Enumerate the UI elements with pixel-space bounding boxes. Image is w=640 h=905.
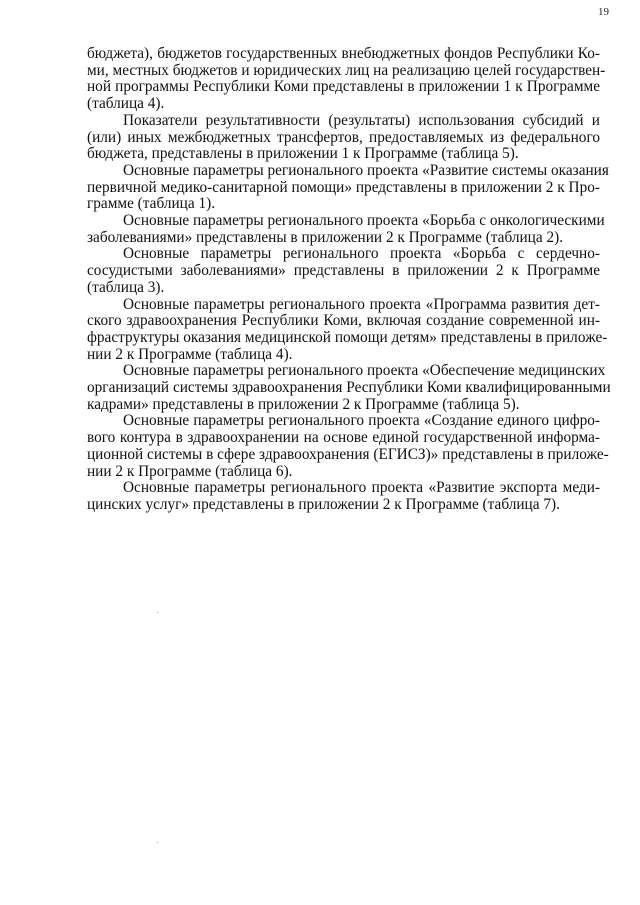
text-line: ского здравоохранения Республики Коми, включая создание современной ин- <box>87 312 600 330</box>
text-line: Основные параметры регионального проекта «Развитие экспорта меди- <box>123 479 600 497</box>
text-line: Основные параметры регионального проекта «Развитие системы оказания <box>123 161 609 179</box>
text-line: (таблица 4). <box>87 95 165 113</box>
text-line: бюджета, представлены в приложении 1 к Программе (таблица 5). <box>87 145 519 163</box>
text-line: ной программы Республики Коми представлены в приложении 1 к Программе <box>87 78 600 96</box>
text-line: ми, местных бюджетов и юридических лиц на реализацию целей государствен- <box>87 61 606 79</box>
paragraph <box>87 113 600 163</box>
paragraph <box>87 412 609 480</box>
scan-speck <box>157 612 158 613</box>
text-line: сосудистыми заболеваниями» представлены в приложении 2 к Программе <box>87 262 600 280</box>
text-line: вого контура в здравоохранении на основе единой государственной информа- <box>87 429 600 447</box>
document-body <box>87 45 611 514</box>
text-line: Основные параметры регионального проекта «Борьба с онкологическими <box>123 212 605 230</box>
paragraph <box>87 161 609 213</box>
text-line: заболеваниями» представлены в приложении 2 к Программе (таблица 2). <box>87 228 564 246</box>
paragraph <box>87 480 600 513</box>
text-line: цинских услуг» представлены в приложении 2 к Программе (таблица 7). <box>87 495 560 513</box>
paragraph <box>87 246 600 296</box>
text-line: грамме (таблица 1). <box>87 195 216 213</box>
text-line: кадрами» представлены в приложении 2 к Программе (таблица 5). <box>87 395 520 413</box>
paragraph <box>87 362 611 413</box>
paragraph <box>87 212 605 246</box>
text-line: Основные параметры регионального проекта «Обеспечение медицинских <box>123 362 606 380</box>
page-number: 19 <box>598 6 609 18</box>
text-line: (таблица 3). <box>87 278 165 296</box>
text-line: фраструктуры оказания медицинской помощи детям» представлены в приложе- <box>87 328 608 346</box>
text-line: организаций системы здравоохранения Республики Коми квалифицированными <box>87 379 611 397</box>
text-line: нии 2 к Программе (таблица 6). <box>87 462 293 480</box>
paragraph <box>87 295 608 364</box>
text-line: (или) иных межбюджетных трансфертов, предоставляемых из федерального <box>87 128 600 146</box>
scan-speck <box>157 842 158 843</box>
text-line: ционной системы в сфере здравоохранения (ЕГИСЗ)» представлены в приложе- <box>87 445 609 463</box>
text-line: Основные параметры регионального проекта «Создание единого цифро- <box>123 412 600 430</box>
text-line: бюджета), бюджетов государственных внебюджетных фондов Республики Ко- <box>87 45 600 62</box>
text-line: Основные параметры регионального проекта «Борьба с сердечно- <box>123 245 600 263</box>
text-line: Показатели результативности (результаты) использования субсидий и <box>123 111 600 129</box>
text-line: Основные параметры регионального проекта «Программа развития дет- <box>123 295 600 313</box>
text-line: первичной медико-санитарной помощи» представлены в приложении 2 к Про- <box>87 178 600 196</box>
text-line: нии 2 к Программе (таблица 4). <box>87 345 293 363</box>
paragraph <box>87 45 606 113</box>
